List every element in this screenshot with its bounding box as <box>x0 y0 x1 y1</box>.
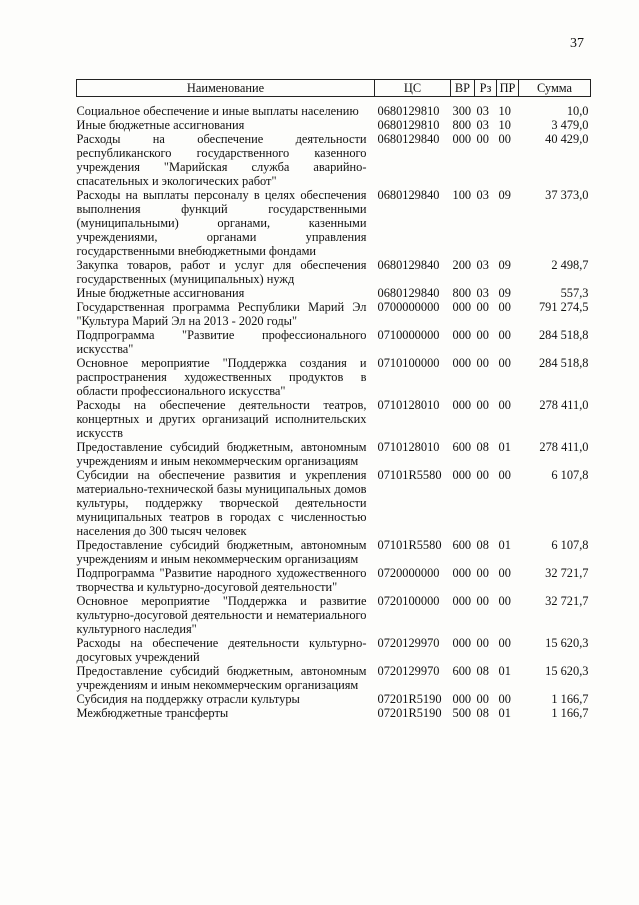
row-sum: 284 518,8 <box>538 328 589 342</box>
row-rz-code: 00 <box>476 328 489 342</box>
row-rz-code: 08 <box>476 664 489 678</box>
row-cs-code: 0680129840 <box>377 286 440 300</box>
row-name: Предоставление субсидий бюджетным, автономным учреждениям и иным некоммерческим организациям <box>76 538 367 566</box>
row-sum: 37 373,0 <box>545 188 589 202</box>
row-rz-code: 00 <box>476 594 489 608</box>
row-pr-code: 09 <box>498 286 511 300</box>
header-cs: ЦС <box>375 80 451 97</box>
row-vr-code: 000 <box>452 594 472 608</box>
row-vr-code: 800 <box>452 118 472 132</box>
row-vr-code: 000 <box>452 468 472 482</box>
row-vr-code: 100 <box>452 188 472 202</box>
table-row <box>77 258 591 286</box>
row-sum: 284 518,8 <box>538 356 589 370</box>
table-header-row <box>77 80 591 97</box>
row-name: Субсидии на обеспечение развития и укрепления материально-технической базы муниципальных домов культуры, поддержку творческой деятельности муниципальных театров в городах с численностью населения до 300 тысяч человек <box>76 468 367 538</box>
row-pr-code: 10 <box>498 104 511 118</box>
row-vr-code: 000 <box>452 300 472 314</box>
page-number: 37 <box>570 36 584 51</box>
row-cs-code: 07101R5580 <box>377 538 442 552</box>
table-body <box>77 97 591 721</box>
row-rz-code: 03 <box>476 286 489 300</box>
row-pr-code: 00 <box>498 328 511 342</box>
row-vr-code: 200 <box>452 258 472 272</box>
header-rz: Рз <box>475 80 497 97</box>
row-sum: 6 107,8 <box>551 538 589 552</box>
header-name: Наименование <box>77 80 375 97</box>
row-pr-code: 09 <box>498 258 511 272</box>
row-vr-code: 600 <box>452 664 472 678</box>
row-name: Иные бюджетные ассигнования <box>76 286 245 300</box>
row-cs-code: 0680129810 <box>377 104 440 118</box>
row-rz-code: 03 <box>476 104 489 118</box>
row-rz-code: 08 <box>476 538 489 552</box>
table-row <box>77 664 591 692</box>
table-row <box>77 538 591 566</box>
table-row <box>77 97 591 119</box>
row-sum: 2 498,7 <box>551 258 589 272</box>
row-name: Основное мероприятие "Поддержка создания и распространения художественных продуктов в области профессионального искусства" <box>76 356 367 398</box>
table-row <box>77 636 591 664</box>
row-cs-code: 0720000000 <box>377 566 440 580</box>
row-cs-code: 0680129840 <box>377 188 440 202</box>
row-pr-code: 00 <box>498 692 511 706</box>
header-vr: ВР <box>451 80 475 97</box>
row-name: Социальное обеспечение и иные выплаты населению <box>76 104 359 118</box>
row-vr-code: 600 <box>452 538 472 552</box>
table-row <box>77 692 591 706</box>
row-name: Основное мероприятие "Поддержка и развитие культурно-досуговой деятельности и нематериального культурного наследия" <box>76 594 367 636</box>
table-row <box>77 706 591 720</box>
row-sum: 1 166,7 <box>551 706 589 720</box>
row-pr-code: 09 <box>498 188 511 202</box>
row-rz-code: 03 <box>476 258 489 272</box>
table-row <box>77 594 591 636</box>
row-sum: 3 479,0 <box>551 118 589 132</box>
row-sum: 278 411,0 <box>539 440 589 454</box>
row-pr-code: 01 <box>498 706 511 720</box>
row-cs-code: 0680129810 <box>377 118 440 132</box>
row-sum: 1 166,7 <box>551 692 589 706</box>
table-row <box>77 188 591 258</box>
row-sum: 557,3 <box>560 286 589 300</box>
row-cs-code: 0710128010 <box>377 440 440 454</box>
row-pr-code: 10 <box>498 118 511 132</box>
row-pr-code: 01 <box>498 440 511 454</box>
row-sum: 791 274,5 <box>538 300 589 314</box>
row-cs-code: 0720100000 <box>377 594 440 608</box>
row-rz-code: 08 <box>476 706 489 720</box>
row-sum: 15 620,3 <box>545 636 589 650</box>
budget-table <box>76 79 591 720</box>
row-vr-code: 000 <box>452 566 472 580</box>
header-sum: Сумма <box>519 80 591 97</box>
table-row <box>77 468 591 538</box>
row-name: Подпрограмма "Развитие народного художественного творчества и культурно-досуговой деятельности" <box>76 566 367 594</box>
row-rz-code: 00 <box>476 468 489 482</box>
row-name: Предоставление субсидий бюджетным, автономным учреждениям и иным некоммерческим организациям <box>76 440 367 468</box>
row-vr-code: 000 <box>452 132 472 146</box>
row-vr-code: 600 <box>452 440 472 454</box>
row-sum: 32 721,7 <box>545 594 589 608</box>
row-pr-code: 00 <box>498 594 511 608</box>
row-cs-code: 0680129840 <box>377 132 440 146</box>
row-vr-code: 000 <box>452 636 472 650</box>
row-pr-code: 00 <box>498 132 511 146</box>
row-rz-code: 08 <box>476 440 489 454</box>
row-name: Закупка товаров, работ и услуг для обеспечения государственных (муниципальных) нужд <box>76 258 367 286</box>
row-sum: 32 721,7 <box>545 566 589 580</box>
row-name: Расходы на обеспечение деятельности театров, концертных и других организаций исполнительских искусств <box>76 398 367 440</box>
row-sum: 278 411,0 <box>539 398 589 412</box>
row-pr-code: 00 <box>498 398 511 412</box>
row-rz-code: 00 <box>476 398 489 412</box>
row-rz-code: 03 <box>476 118 489 132</box>
row-rz-code: 00 <box>476 132 489 146</box>
row-name: Предоставление субсидий бюджетным, автономным учреждениям и иным некоммерческим организациям <box>76 664 367 692</box>
row-name: Расходы на обеспечение деятельности республиканского государственного казенного учреждения "Марийская служба аварийно-спасательных и экологических работ" <box>76 132 367 188</box>
table-row <box>77 286 591 300</box>
table-row <box>77 398 591 440</box>
row-sum: 10,0 <box>566 104 589 118</box>
table-row <box>77 328 591 356</box>
row-cs-code: 0720129970 <box>377 636 440 650</box>
row-pr-code: 01 <box>498 538 511 552</box>
table-row <box>77 132 591 188</box>
row-rz-code: 00 <box>476 356 489 370</box>
row-vr-code: 000 <box>452 692 472 706</box>
row-sum: 6 107,8 <box>551 468 589 482</box>
row-name: Подпрограмма "Развитие профессионального искусства" <box>76 328 367 356</box>
row-pr-code: 00 <box>498 300 511 314</box>
row-name: Субсидия на поддержку отрасли культуры <box>76 692 300 706</box>
row-cs-code: 0720129970 <box>377 664 440 678</box>
row-cs-code: 0700000000 <box>377 300 440 314</box>
row-vr-code: 800 <box>452 286 472 300</box>
row-name: Государственная программа Республики Марий Эл "Культура Марий Эл на 2013 - 2020 годы" <box>76 300 367 328</box>
row-cs-code: 0710128010 <box>377 398 440 412</box>
row-rz-code: 00 <box>476 300 489 314</box>
row-cs-code: 07201R5190 <box>377 706 442 720</box>
row-rz-code: 00 <box>476 636 489 650</box>
table-row <box>77 118 591 132</box>
row-vr-code: 000 <box>452 398 472 412</box>
row-sum: 40 429,0 <box>545 132 589 146</box>
row-cs-code: 07101R5580 <box>377 468 442 482</box>
row-name: Расходы на обеспечение деятельности культурно-досуговых учреждений <box>76 636 367 664</box>
row-vr-code: 300 <box>452 104 472 118</box>
table-row <box>77 300 591 328</box>
row-name: Расходы на выплаты персоналу в целях обеспечения выполнения функций государственными (муниципальными) органами, казенными учреждениями, органами управления государственными внебюджетными фондами <box>76 188 367 258</box>
row-pr-code: 00 <box>498 636 511 650</box>
row-pr-code: 00 <box>498 566 511 580</box>
row-sum: 15 620,3 <box>545 664 589 678</box>
row-vr-code: 000 <box>452 356 472 370</box>
row-cs-code: 0710100000 <box>377 356 440 370</box>
table-row <box>77 440 591 468</box>
header-pr: ПР <box>497 80 519 97</box>
row-pr-code: 01 <box>498 664 511 678</box>
row-cs-code: 0710000000 <box>377 328 440 342</box>
row-name: Межбюджетные трансферты <box>76 706 229 720</box>
row-cs-code: 07201R5190 <box>377 692 442 706</box>
row-rz-code: 00 <box>476 692 489 706</box>
table-row <box>77 356 591 398</box>
row-cs-code: 0680129840 <box>377 258 440 272</box>
row-rz-code: 00 <box>476 566 489 580</box>
row-vr-code: 000 <box>452 328 472 342</box>
row-name: Иные бюджетные ассигнования <box>76 118 245 132</box>
table-row <box>77 566 591 594</box>
row-pr-code: 00 <box>498 468 511 482</box>
row-rz-code: 03 <box>476 188 489 202</box>
row-vr-code: 500 <box>452 706 472 720</box>
row-pr-code: 00 <box>498 356 511 370</box>
